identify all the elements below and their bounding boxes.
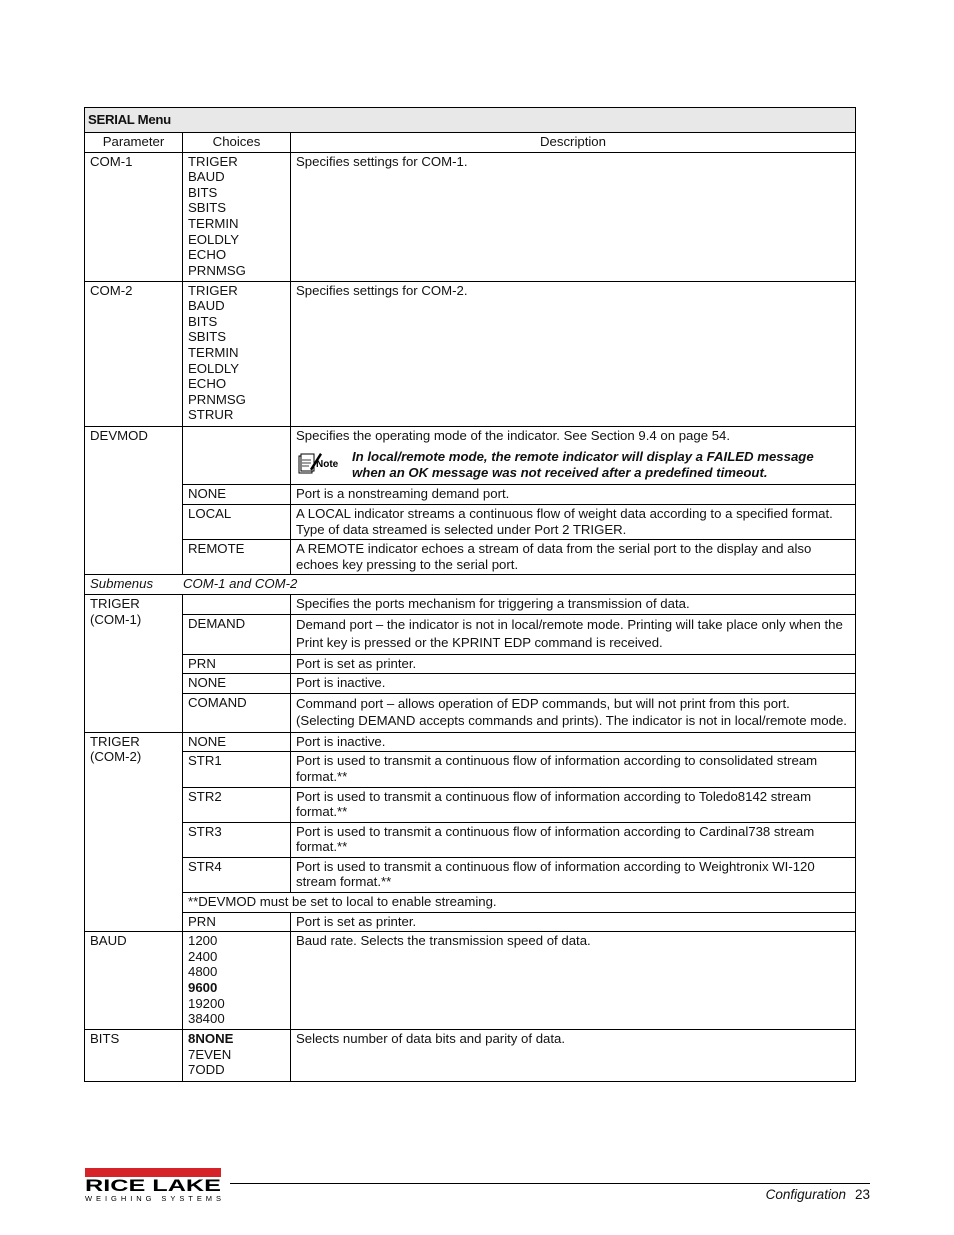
param-cell: BAUD — [85, 932, 183, 1030]
choices-cell-default: NONE — [183, 732, 291, 752]
choice-item: 19200 — [188, 995, 225, 1011]
choice-item: BAUD — [188, 169, 225, 185]
choices-cell: STR1 — [183, 752, 291, 787]
param-cell: COM-2 — [85, 281, 183, 426]
choices-cell — [183, 281, 291, 426]
note-label: Note — [316, 459, 339, 471]
table-row — [85, 1030, 856, 1082]
devmod-description: Specifies the operating mode of the indicator. See Section 9.4 on page 54. — [296, 427, 731, 443]
submenus-row — [85, 575, 856, 595]
param-cell: COM-1 — [85, 152, 183, 281]
table-row — [85, 426, 856, 485]
choice-item: 1200 — [188, 933, 218, 949]
choices-cell — [183, 152, 291, 281]
submenus-value: COM-1 and COM-2 — [183, 576, 298, 592]
choice-item: BAUD — [188, 298, 225, 314]
choice-item: 7EVEN — [188, 1046, 232, 1062]
table-row — [85, 504, 856, 539]
choices-cell: DEMAND — [183, 614, 291, 654]
choice-item: TERMIN — [188, 344, 239, 360]
rice-lake-logo — [85, 1168, 225, 1208]
choice-item: PRNMSG — [188, 391, 246, 407]
choices-cell: NONE — [183, 674, 291, 694]
choice-item: BITS — [188, 313, 218, 329]
choice-item: BITS — [188, 184, 218, 200]
table-title: SERIAL Menu — [85, 108, 856, 133]
section-name: Configuration — [765, 1187, 846, 1202]
choice-item: EOLDLY — [188, 231, 240, 247]
description-cell: Specifies settings for COM-1. — [291, 152, 856, 281]
param-line: (COM-1) — [90, 611, 142, 627]
note-box — [296, 449, 850, 480]
table-row — [85, 485, 856, 505]
choice-item: EOLDLY — [188, 360, 240, 376]
table-row — [85, 752, 856, 787]
description-cell: Specifies settings for COM-2. — [291, 281, 856, 426]
table-row — [85, 693, 856, 732]
description-cell: Port is inactive. — [291, 674, 856, 694]
description-cell: Port is a nonstreaming demand port. — [291, 485, 856, 505]
table-row — [85, 893, 856, 913]
table-row — [85, 912, 856, 932]
description-cell: Port is used to transmit a continuous flow of information according to Cardinal738 stream format.** — [291, 822, 856, 857]
choice-item: SBITS — [188, 200, 227, 216]
table-row — [85, 540, 856, 575]
description-cell: Demand port – the indicator is not in local/remote mode. Printing will take place only when the Print key is pressed or the KPRINT EDP command is received. — [291, 614, 856, 654]
table-row — [85, 594, 856, 614]
choice-item-default: 8NONE — [188, 1031, 234, 1047]
table-row — [85, 614, 856, 654]
choice-item: 2400 — [188, 948, 218, 964]
param-line: (COM-2) — [90, 749, 142, 765]
description-cell: Port is inactive. — [291, 732, 856, 752]
choice-item-default: 9600 — [188, 980, 218, 996]
choice-item: 38400 — [188, 1011, 225, 1027]
param-cell — [85, 594, 183, 732]
param-cell: DEVMOD — [85, 426, 183, 575]
choices-cell: STR4 — [183, 857, 291, 892]
param-cell: BITS — [85, 1030, 183, 1082]
header-choices: Choices — [183, 133, 291, 153]
note-icon — [296, 449, 344, 477]
description-cell: Port is used to transmit a continuous flow of information according to Weightronix WI-120 stream format.** — [291, 857, 856, 892]
choice-item: ECHO — [188, 247, 227, 263]
table-row — [85, 787, 856, 822]
choices-cell — [183, 932, 291, 1030]
choices-cell — [183, 426, 291, 485]
description-cell: Specifies the ports mechanism for triggering a transmission of data. — [291, 594, 856, 614]
logo-subtext: WEIGHING SYSTEMS — [85, 1194, 221, 1203]
logo-text: RICE LAKE — [85, 1176, 221, 1195]
table-row — [85, 654, 856, 674]
choices-cell: PRN — [183, 654, 291, 674]
choices-cell: PRN — [183, 912, 291, 932]
choices-cell: STR3 — [183, 822, 291, 857]
description-cell: Port is used to transmit a continuous flow of information according to consolidated stream format.** — [291, 752, 856, 787]
choice-item: STRUR — [188, 407, 234, 423]
table-row — [85, 152, 856, 281]
description-cell: Selects number of data bits and parity of data. — [291, 1030, 856, 1082]
choice-item: SBITS — [188, 329, 227, 345]
description-cell: A LOCAL indicator streams a continuous flow of weight data according to a specified format. Type of data streamed is selected under Port 2 TRIGER. — [291, 504, 856, 539]
description-cell — [291, 426, 856, 485]
table-row — [85, 674, 856, 694]
note-text: In local/remote mode, the remote indicator will display a FAILED message when an OK message was not received after a predefined timeout. — [352, 449, 814, 480]
choice-item: ECHO — [188, 376, 227, 392]
choice-item: TERMIN — [188, 215, 239, 231]
choice-item: TRIGER — [188, 153, 238, 169]
description-cell: Port is set as printer. — [291, 912, 856, 932]
footer-rule — [230, 1183, 870, 1184]
choice-item: 4800 — [188, 964, 218, 980]
footnote-cell: **DEVMOD must be set to local to enable streaming. — [183, 893, 856, 913]
choice-item: 7ODD — [188, 1062, 225, 1078]
description-cell: Command port – allows operation of EDP commands, but will not print from this port. (Selecting DEMAND accepts commands and prints). The indicator is not in local/remote mode. — [291, 693, 856, 732]
param-cell — [85, 732, 183, 932]
choices-cell: REMOTE — [183, 540, 291, 575]
table-row — [85, 281, 856, 426]
description-cell: Port is used to transmit a continuous flow of information according to Toledo8142 stream format.** — [291, 787, 856, 822]
submenus-cell — [85, 575, 856, 595]
choices-cell: COMAND — [183, 693, 291, 732]
description-cell: A REMOTE indicator echoes a stream of data from the serial port to the display and also echoes key pressing to the serial port. — [291, 540, 856, 575]
choices-cell: STR2 — [183, 787, 291, 822]
header-parameter: Parameter — [85, 133, 183, 153]
choice-item: TRIGER — [188, 282, 238, 298]
page-footer — [766, 1187, 870, 1203]
table-row — [85, 732, 856, 752]
header-description: Description — [291, 133, 856, 153]
table-row — [85, 822, 856, 857]
choices-cell: NONE — [183, 485, 291, 505]
choices-cell: LOCAL — [183, 504, 291, 539]
description-cell: Baud rate. Selects the transmission speed of data. — [291, 932, 856, 1030]
choices-cell — [183, 1030, 291, 1082]
table-row — [85, 932, 856, 1030]
table-row — [85, 857, 856, 892]
page-number: 23 — [854, 1187, 870, 1202]
submenus-label: Submenus — [90, 576, 154, 592]
description-cell: Port is set as printer. — [291, 654, 856, 674]
serial-menu-table — [84, 107, 856, 1082]
choice-item: PRNMSG — [188, 262, 246, 278]
choices-cell — [183, 594, 291, 614]
param-line: TRIGER — [90, 595, 140, 611]
param-line: TRIGER — [90, 733, 140, 749]
